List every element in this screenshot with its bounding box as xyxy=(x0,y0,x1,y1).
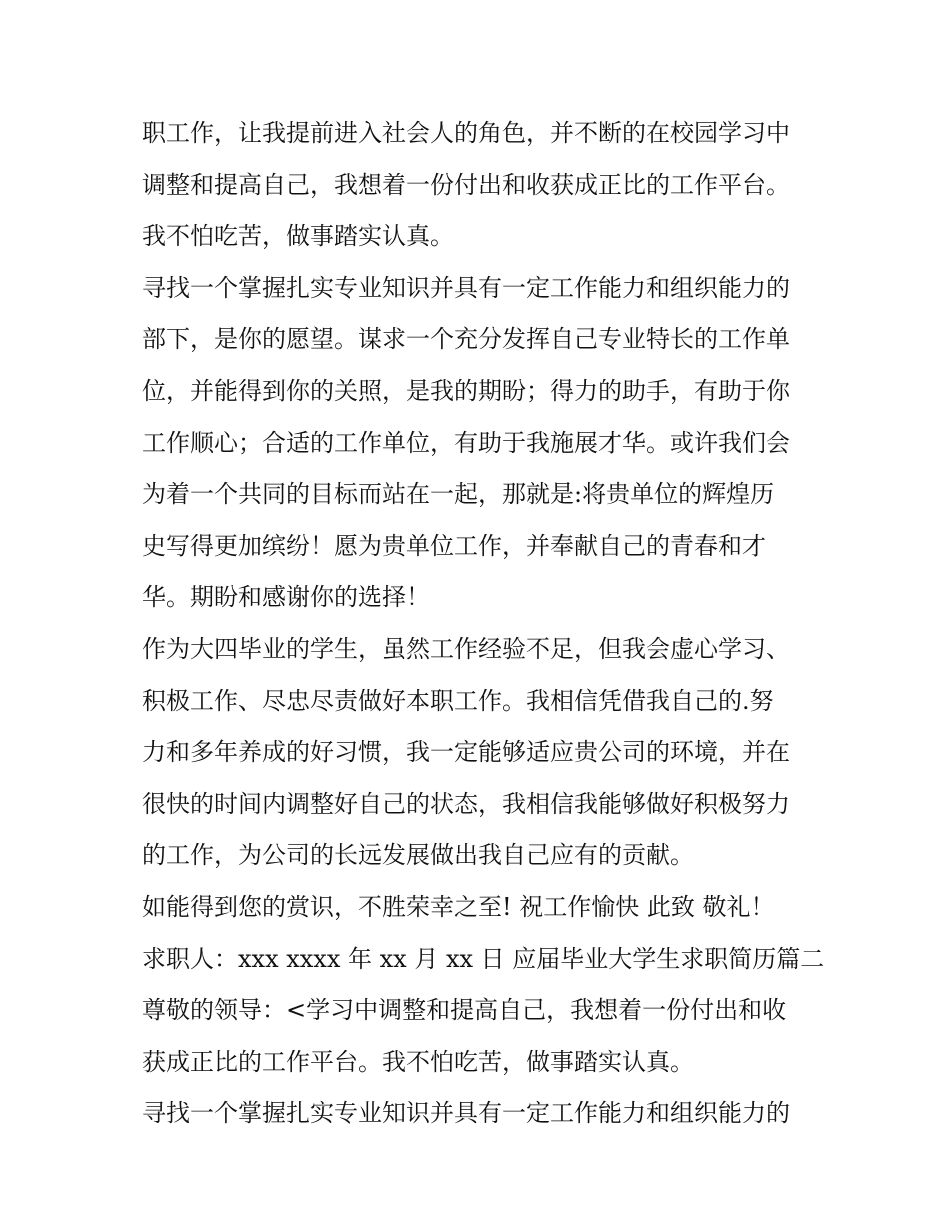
text-line: 工作顺心；合适的工作单位，有助于我施展才华。或许我们会 xyxy=(142,428,790,457)
text-line: 华。期盼和感谢你的选择！ xyxy=(142,583,430,612)
text-line: 尊敬的领导：<学习中调整和提高自己，我想着一份付出和收 xyxy=(142,996,787,1025)
text-line: 作为大四毕业的学生，虽然工作经验不足，但我会虚心学习、 xyxy=(142,634,790,663)
text-line: 我不怕吃苦，做事踏实认真。 xyxy=(142,222,454,251)
text-line: 力和多年养成的好习惯，我一定能够适应贵公司的环境，并在 xyxy=(142,738,790,767)
text-line: 积极工作、尽忠尽责做好本职工作。我相信凭借我自己的.努 xyxy=(142,686,774,715)
text-line: 很快的时间内调整好自己的状态，我相信我能够做好积极努力 xyxy=(142,789,790,818)
text-line: 为着一个共同的目标而站在一起，那就是:将贵单位的辉煌历 xyxy=(142,480,775,509)
text-line: 如能得到您的赏识，不胜荣幸之至! 祝工作愉快 此致 敬礼！ xyxy=(142,892,775,921)
body-text xyxy=(142,108,825,1140)
text-line: 求职人：xxx xxxx 年 xx 月 xx 日 应届毕业大学生求职简历篇二 xyxy=(142,944,825,973)
text-line: 调整和提高自己，我想着一份付出和收获成正比的工作平台。 xyxy=(142,170,790,199)
text-line: 职工作，让我提前进入社会人的角色，并不断的在校园学习中 xyxy=(142,119,790,147)
text-line: 部下，是你的愿望。谋求一个充分发挥自己专业特长的工作单 xyxy=(142,325,790,354)
text-line: 的工作，为公司的长远发展做出我自己应有的贡献。 xyxy=(142,841,694,870)
text-line: 寻找一个掌握扎实专业知识并具有一定工作能力和组织能力的 xyxy=(142,1099,790,1128)
text-line: 史写得更加缤纷！愿为贵单位工作，并奉献自己的青春和才 xyxy=(142,531,766,560)
text-line: 获成正比的工作平台。我不怕吃苦，做事踏实认真。 xyxy=(142,1047,694,1076)
text-line: 寻找一个掌握扎实专业知识并具有一定工作能力和组织能力的 xyxy=(142,273,790,302)
text-line: 位，并能得到你的关照，是我的期盼；得力的助手，有助于你 xyxy=(142,376,790,405)
